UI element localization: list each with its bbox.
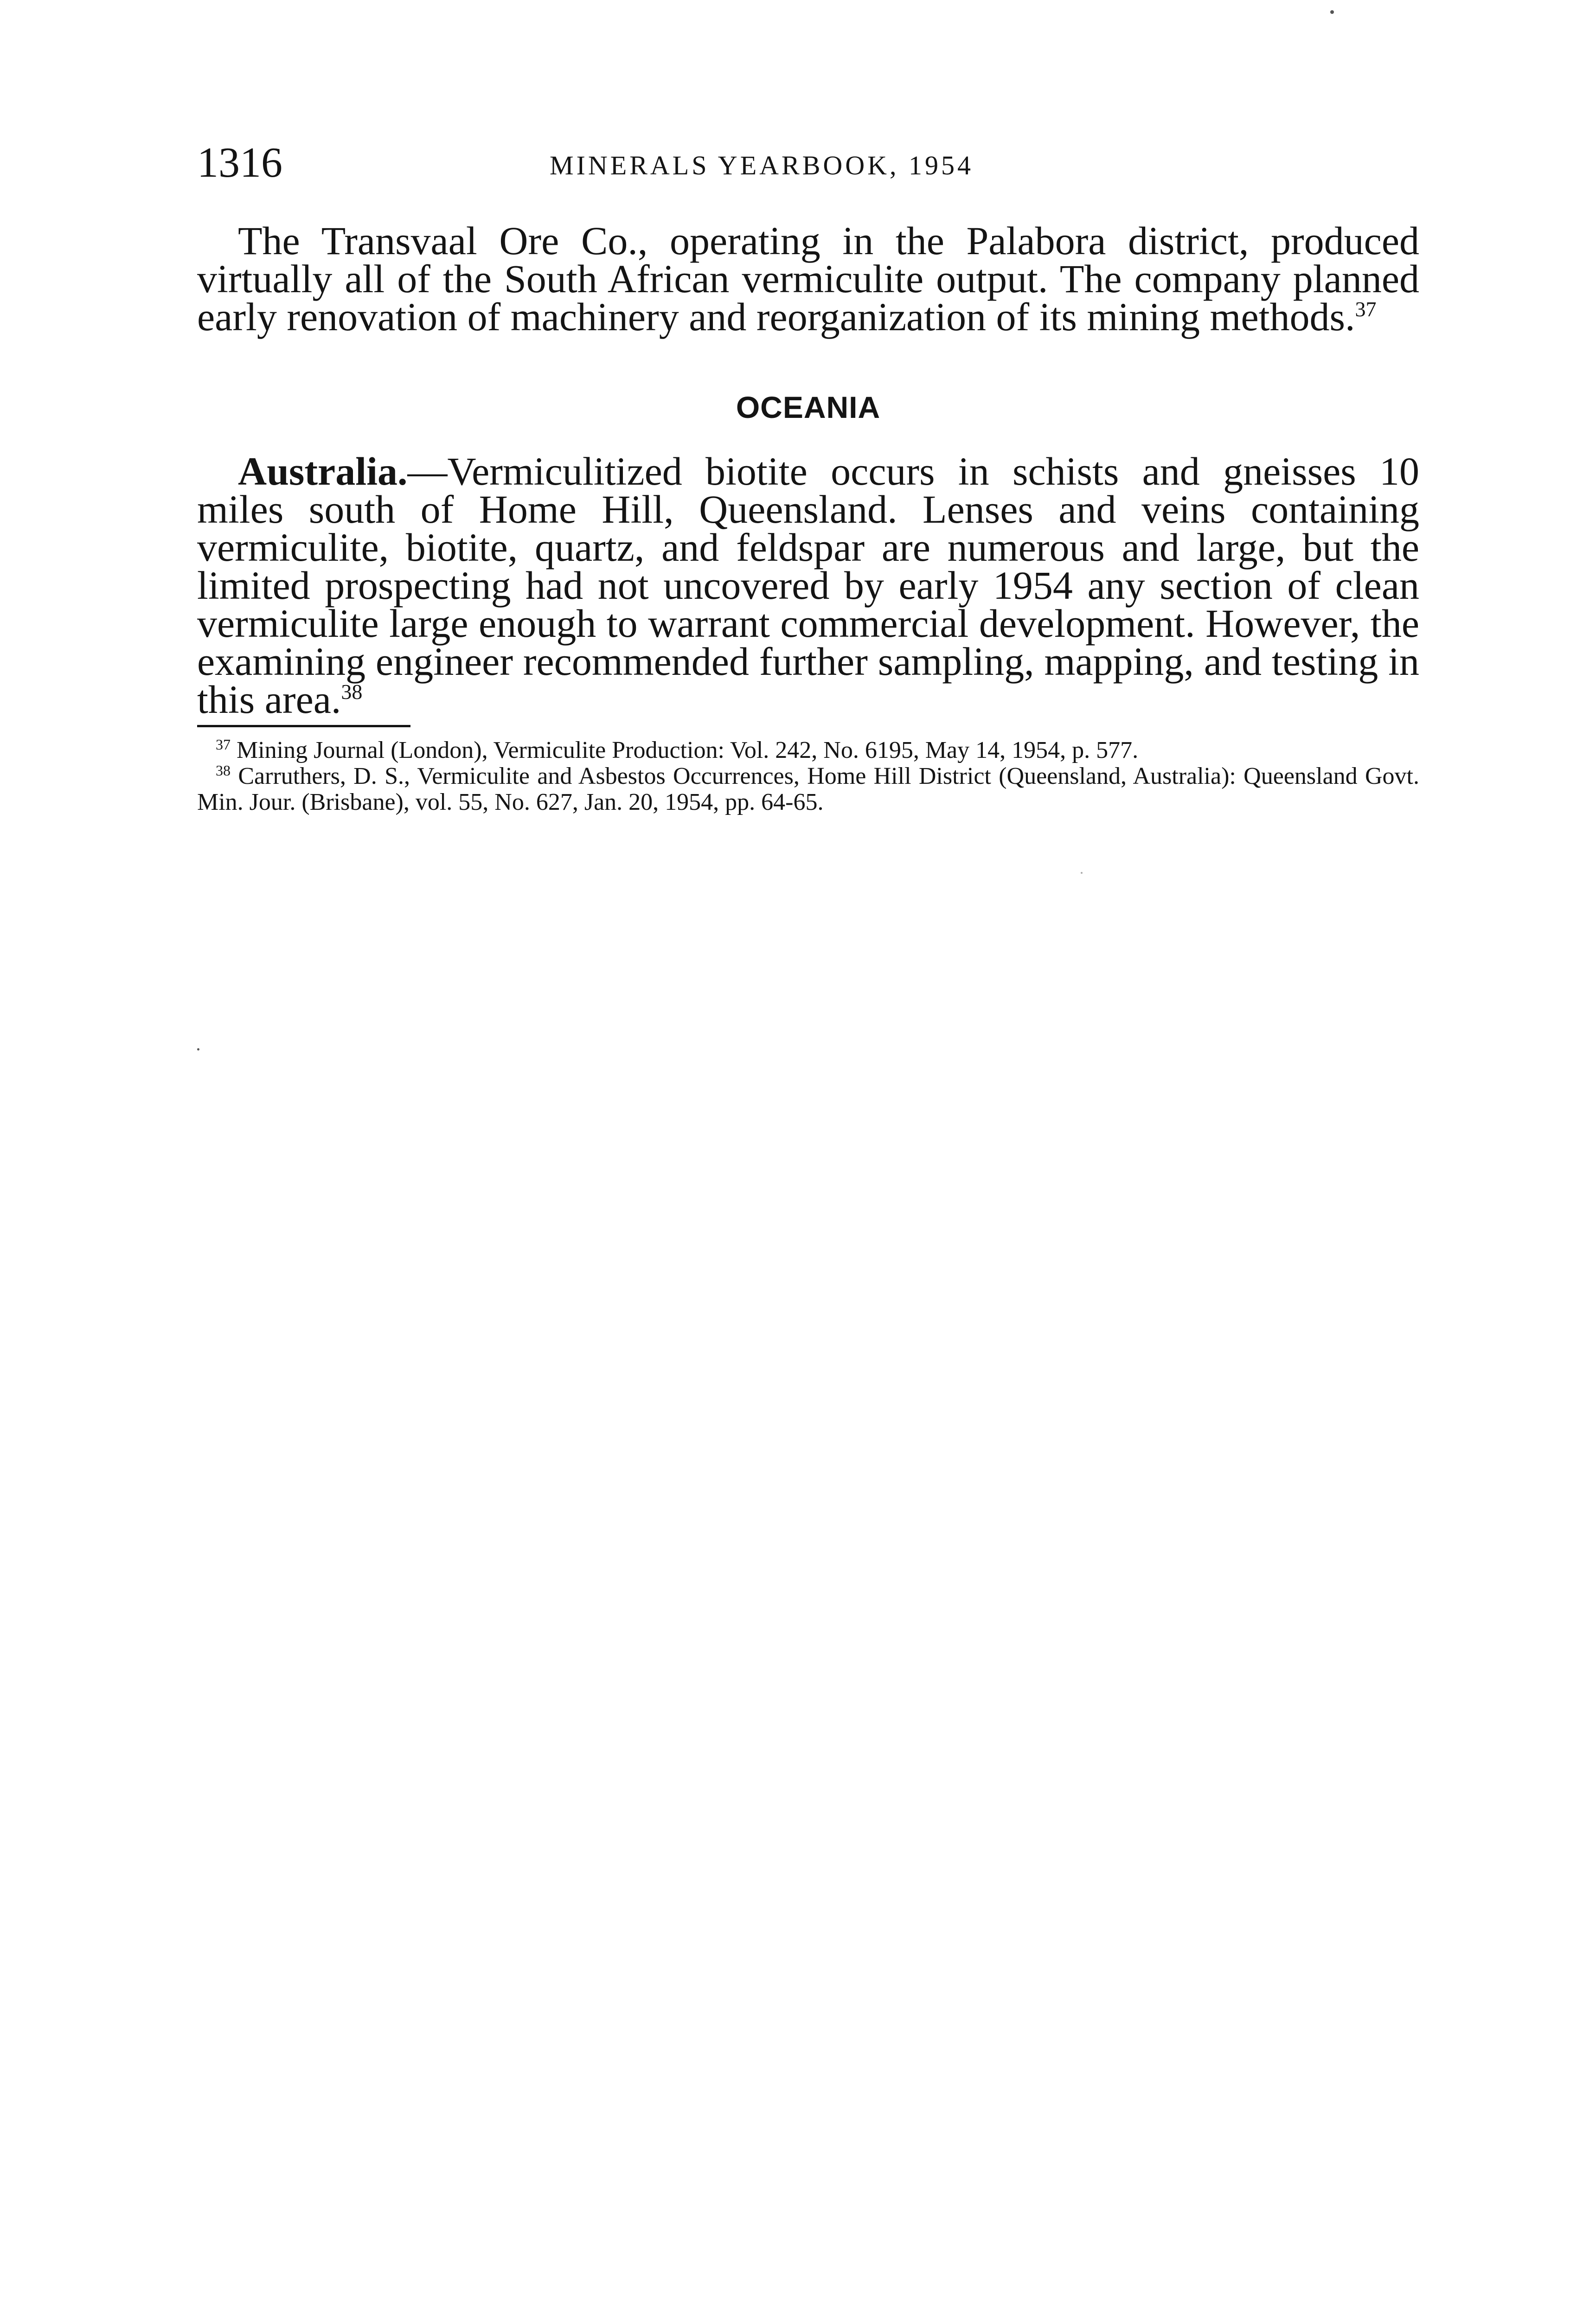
footnotes <box>197 737 1419 815</box>
page-number: 1316 <box>197 139 282 186</box>
footnote-38 <box>197 763 1419 815</box>
page-header <box>197 137 1422 192</box>
paragraph-transvaal <box>197 218 1419 339</box>
footnote-text: Carruthers, D. S., Vermiculite and Asbestos Occurrences, Home Hill District (Queensland, Australia): Queensland Govt. Min. Jour. (Brisbane), vol. 55, No. 627, Jan. 20, 1954, pp. 64-65. <box>197 763 1420 815</box>
running-head: MINERALS YEARBOOK, 1954 <box>550 150 974 180</box>
scan-speck <box>1330 10 1334 14</box>
scan-speck <box>1081 872 1083 874</box>
footnote-37 <box>197 737 1419 763</box>
footnote-ref-38: 38 <box>341 680 363 704</box>
section-heading-oceania: OCEANIA <box>736 390 881 424</box>
footnote-number: 38 <box>216 762 231 779</box>
runin-heading-australia: Australia. <box>238 449 408 493</box>
footnote-text: Mining Journal (London), Vermiculite Production: Vol. 242, No. 6195, May 14, 1954, p. 577. <box>237 737 1139 763</box>
footnote-number: 37 <box>216 736 231 753</box>
footnote-ref-37: 37 <box>1355 297 1377 321</box>
scan-speck <box>197 1048 199 1051</box>
paragraph-text: —Vermiculitized biotite occurs in schists and gneisses 10 miles south of Home Hill, Queensland. Lenses and veins containing vermiculite, biotite, quartz, and feldspar are numerous and large, but the limited prospecting had not uncovered by early 1954 any section of clean vermiculite large enough to warrant commercial development. However, the examining engineer recommended further sampling, mapping, and testing in this area. <box>197 449 1419 722</box>
footnote-divider <box>197 725 410 727</box>
paragraph-australia <box>197 449 1419 722</box>
paragraph-text: The Transvaal Ore Co., operating in the Palabora district, produced virtually all of the South African vermiculite output. The company planned early renovation of machinery and reorganization of its mining methods. <box>197 218 1419 339</box>
